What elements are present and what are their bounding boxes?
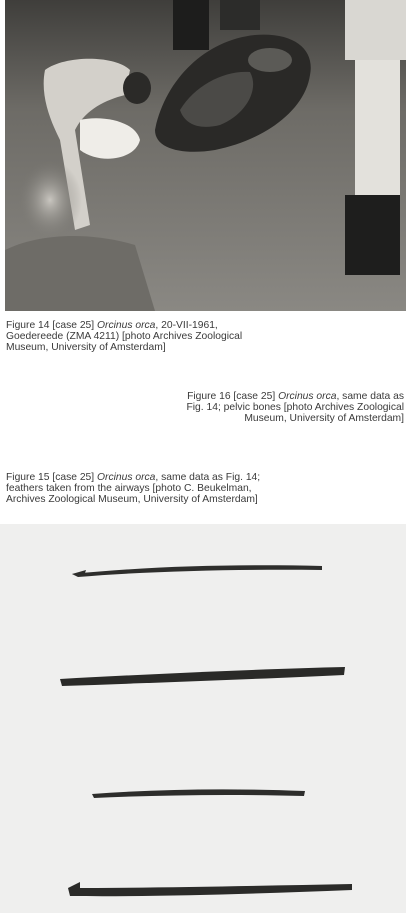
standing-person-white-coat: [345, 0, 406, 60]
caption-line: Archives Zoological Museum, University of Amsterdam]: [6, 494, 258, 505]
caption-text: Figure 15 [case 25]: [6, 472, 98, 483]
figure-14-caption: [6, 320, 242, 353]
caption-line: Goedereede (ZMA 4211) [photo Archives Zoological: [6, 331, 243, 342]
caption-text: Figure 14 [case 25]: [6, 320, 98, 331]
caption-line: Fig. 14; pelvic bones [photo Archives Zoological: [186, 402, 404, 413]
caption-line: Museum, University of Amsterdam]: [244, 413, 404, 424]
feathers-photo: [0, 524, 406, 913]
caption-text: , same data as Fig. 14;: [155, 472, 261, 483]
caption-line: [186, 391, 404, 402]
caption-line: [6, 472, 260, 483]
caption-line: Museum, University of Amsterdam]: [6, 342, 166, 353]
stranded-orca-photo: [5, 0, 406, 311]
caption-text: , same data as: [336, 391, 404, 402]
figure-15-caption: [6, 472, 260, 505]
caption-line: [6, 320, 242, 331]
species-name: Orcinus orca: [97, 472, 156, 483]
species-name: Orcinus orca: [278, 391, 337, 402]
caption-text: Figure 16 [case 25]: [187, 391, 279, 402]
caption-text: , 20-VII-1961,: [155, 320, 218, 331]
species-name: Orcinus orca: [97, 320, 156, 331]
caption-line: feathers taken from the airways [photo C. Beukelman,: [6, 483, 252, 494]
background-person: [173, 0, 209, 50]
figure-16-caption: [186, 391, 404, 424]
